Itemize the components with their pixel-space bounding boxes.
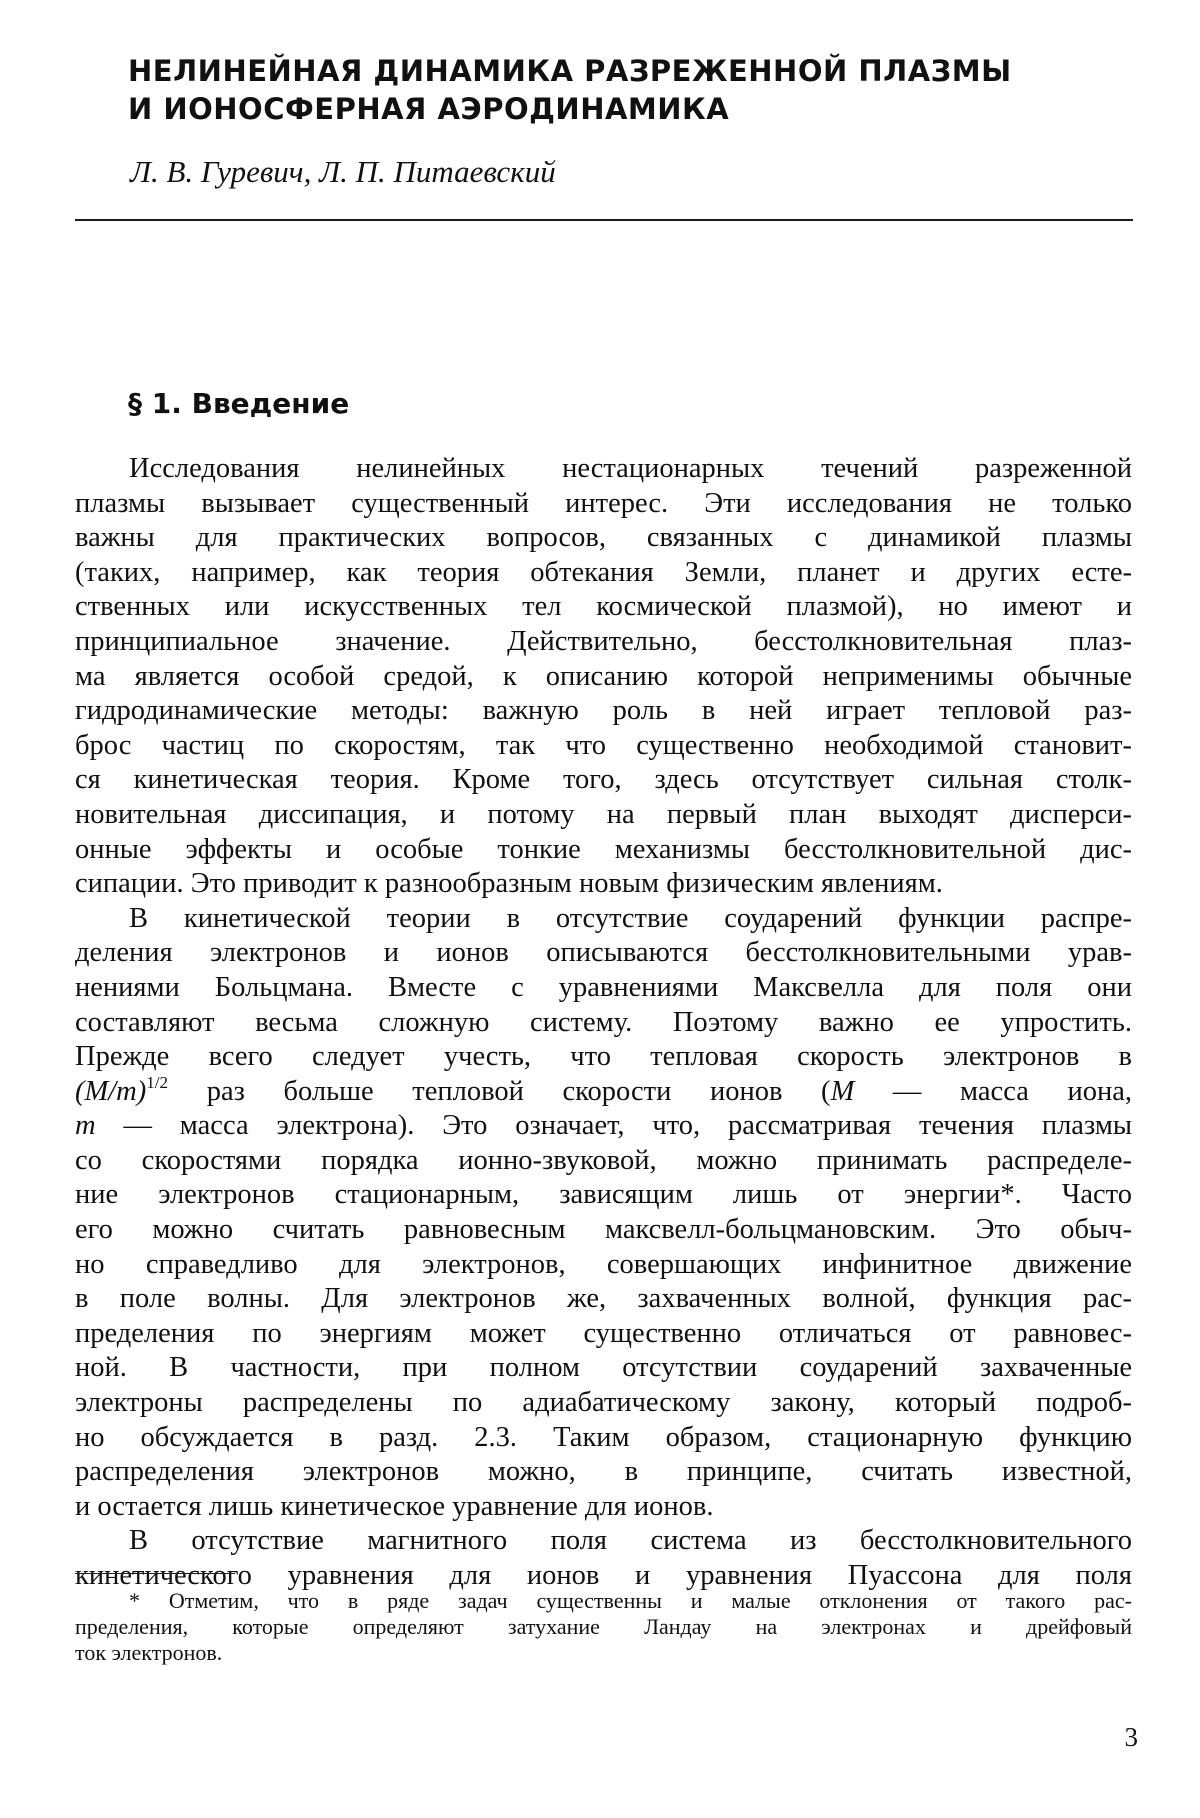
- paragraph-1: [75, 452, 1132, 902]
- text-line: деления электронов и ионов описываются бесстолкновительными урав-: [75, 936, 1132, 971]
- text-line: принципиальное значение. Действительно, бесстолкновительная плаз-: [75, 625, 1132, 660]
- paragraph-2: [75, 902, 1132, 1525]
- text-line: кинетического уравнения для ионов и уравнения Пуассона для поля: [75, 1559, 1132, 1594]
- text-line: электроны распределены по адиабатическому закону, который подроб-: [75, 1386, 1132, 1421]
- text-line: важны для практических вопросов, связанных с динамикой плазмы: [75, 521, 1132, 556]
- text-line: ние электронов стационарным, зависящим лишь от энергии*. Часто: [75, 1178, 1132, 1213]
- text-line: но обсуждается в разд. 2.3. Таким образом, стационарную функцию: [75, 1421, 1132, 1456]
- book-page: [0, 0, 1200, 1818]
- text-line: нениями Больцмана. Вместе с уравнениями Максвелла для поля они: [75, 971, 1132, 1006]
- text-line: Исследования нелинейных нестационарных течений разреженной: [75, 452, 1132, 487]
- text-line: Прежде всего следует учесть, что тепловая скорость электронов в: [75, 1040, 1132, 1075]
- title-line-2: И ИОНОСФЕРНАЯ АЭРОДИНАМИКА: [128, 90, 1128, 128]
- text-line: составляют весьма сложную систему. Поэтому важно ее упростить.: [75, 1006, 1132, 1041]
- footnote-line: ток электронов.: [75, 1640, 1132, 1666]
- formula-text: — масса иона,: [854, 1076, 1132, 1107]
- footnote-divider: [75, 1573, 235, 1574]
- text-line: и остается лишь кинетическое уравнение для ионов.: [75, 1490, 1132, 1525]
- ion-mass-symbol: M: [831, 1076, 855, 1107]
- page-number: 3: [1125, 1722, 1139, 1753]
- text-line: ся кинетическая теория. Кроме того, здесь отсутствует сильная столк-: [75, 763, 1132, 798]
- text-line: ной. В частности, при полном отсутствии соударений захваченные: [75, 1351, 1132, 1386]
- body-text: [75, 452, 1132, 1594]
- section-heading: § 1. Введение: [128, 387, 349, 421]
- mass-ratio-formula: (M/m): [75, 1076, 146, 1107]
- footnote: [75, 1588, 1132, 1666]
- text-line: гидродинамические методы: важную роль в ней играет тепловой раз-: [75, 694, 1132, 729]
- text-line: распределения электронов можно, в принципе, считать известной,: [75, 1455, 1132, 1490]
- text-line: ма является особой средой, к описанию которой неприменимы обычные: [75, 660, 1132, 695]
- formula-text: — масса электрона). Это означает, что, рассматривая течения плазмы: [96, 1110, 1132, 1141]
- text-line: брос частиц по скоростям, так что существенно необходимой становит-: [75, 729, 1132, 764]
- text-line: пределения по энергиям может существенно отличаться от равновес-: [75, 1317, 1132, 1352]
- footnote-line: * Отметим, что в ряде задач существенны и малые отклонения от такого рас-: [75, 1588, 1132, 1614]
- text-line: его можно считать равновесным максвелл-больцмановским. Это обыч-: [75, 1213, 1132, 1248]
- title-line-1: НЕЛИНЕЙНАЯ ДИНАМИКА РАЗРЕЖЕННОЙ ПЛАЗМЫ: [128, 52, 1128, 90]
- text-line: В кинетической теории в отсутствие соударений функции распре-: [75, 902, 1132, 937]
- text-line: но справедливо для электронов, совершающих инфинитное движение: [75, 1248, 1132, 1283]
- article-title: [128, 52, 1128, 128]
- text-line: онные эффекты и особые тонкие механизмы бесстолкновительной дис-: [75, 833, 1132, 868]
- formula-text: раз больше тепловой скорости ионов (: [168, 1076, 830, 1107]
- paragraph-3: [75, 1524, 1132, 1593]
- text-line: сипации. Это приводит к разнообразным новым физическим явлениям.: [75, 867, 1132, 902]
- text-line-formula: [75, 1075, 1132, 1110]
- exponent: 1/2: [146, 1073, 168, 1092]
- text-line: В отсутствие магнитного поля система из бесстолкновительного: [75, 1524, 1132, 1559]
- text-line: в поле волны. Для электронов же, захваченных волной, функция рас-: [75, 1282, 1132, 1317]
- footnote-line: пределения, которые определяют затухание Ландау на электронах и дрейфовый: [75, 1614, 1132, 1640]
- text-line: ственных или искусственных тел космической плазмой), но имеют и: [75, 590, 1132, 625]
- text-line: (таких, например, как теория обтекания Земли, планет и других есте-: [75, 556, 1132, 591]
- electron-mass-symbol: m: [75, 1110, 96, 1141]
- text-line: новительная диссипация, и потому на первый план выходят дисперси-: [75, 798, 1132, 833]
- title-divider: [75, 219, 1133, 221]
- text-line-formula: [75, 1109, 1132, 1144]
- text-line: плазмы вызывает существенный интерес. Эти исследования не только: [75, 487, 1132, 522]
- text-line: со скоростями порядка ионно-звуковой, можно принимать распределе-: [75, 1144, 1132, 1179]
- authors: Л. В. Гуревич, Л. П. Питаевский: [130, 154, 556, 190]
